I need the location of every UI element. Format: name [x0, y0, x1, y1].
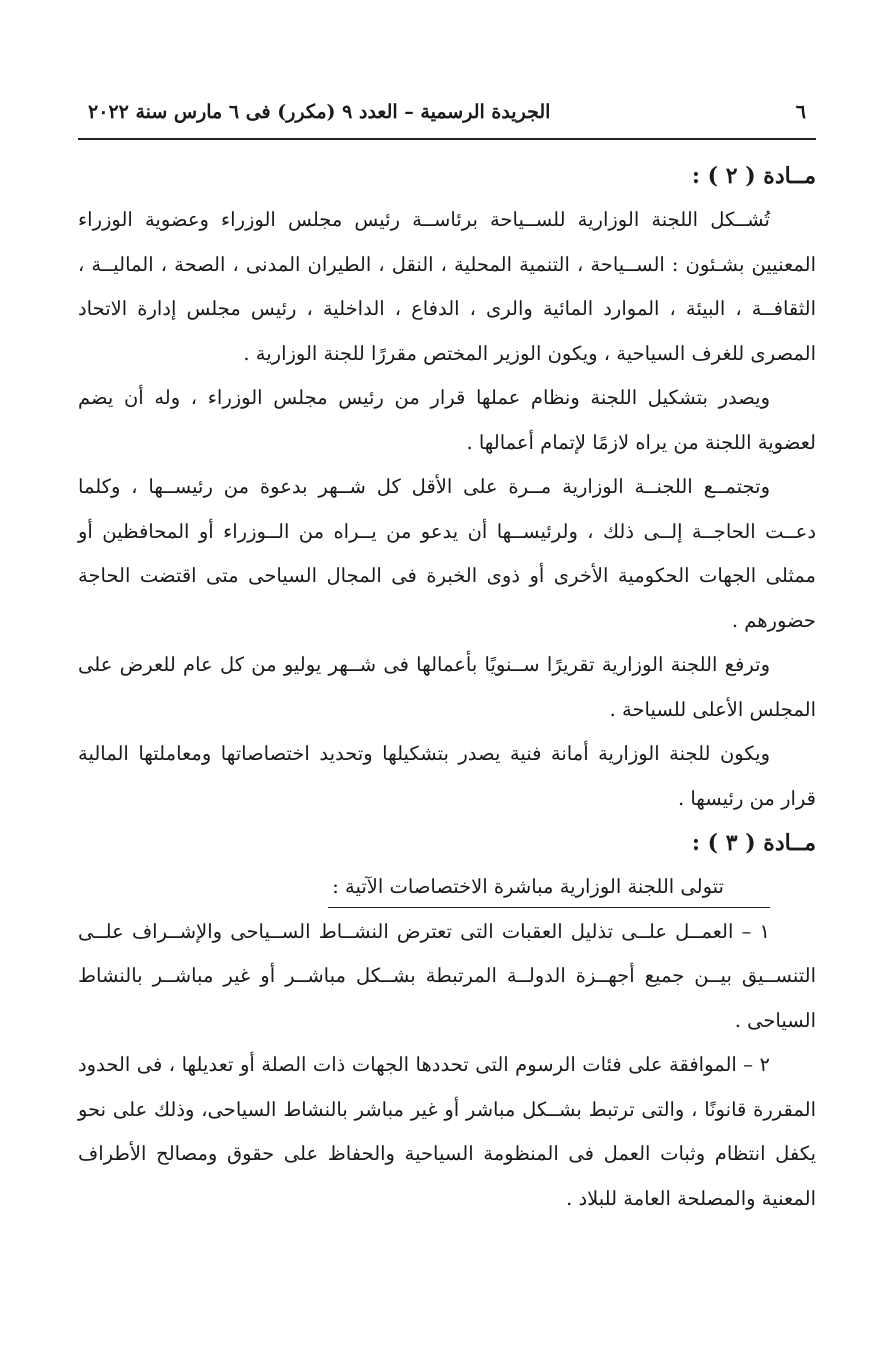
page-header [78, 92, 816, 140]
article-2-paragraph-2: ويصدر بتشكيل اللجنة ونظام عملها قرار من رئيس مجلس الوزراء ، وله أن يضم لعضوية اللجنة من يراه لازمًا لإتمام أعمالها . [78, 386, 816, 454]
article-3-intro: تتولى اللجنة الوزارية مباشرة الاختصاصات الآتية : [328, 867, 770, 908]
page-body [78, 154, 816, 1221]
article-2-heading: مــادة ( ٢ ) : [691, 163, 816, 189]
article-2-paragraph-4: وترفع اللجنة الوزارية تقريرًا ســنويًا بأعمالها فى شــهر يوليو من كل عام للعرض على المجلس الأعلى للسياحة . [78, 653, 816, 721]
article-2-paragraph-5: ويكون للجنة الوزارية أمانة فنية يصدر بتشكيلها وتحديد اختصاصاتها ومعاملتها المالية قرار من رئيسها . [78, 742, 816, 810]
article-2-paragraph-1: تُشــكل اللجنة الوزارية للســياحة برئاســة رئيس مجلس الوزراء وعضوية الوزراء المعنيين بشـئون : الســياحة ، التنمية المحلية ، النقل ، الطيران المدنى ، الصحة ، الماليــة ، الثقافــة ، البيئة ، الموارد المائية والرى ، الدفاع ، الداخلية ، رئيس مجلس إدارة الاتحاد المصرى للغرف السياحية ، ويكون الوزير المختص مقررًا للجنة الوزارية . [78, 208, 816, 365]
page-number: ٦ [795, 101, 806, 123]
article-3-heading: مــادة ( ٣ ) : [691, 830, 816, 856]
gazette-page [78, 92, 816, 1221]
article-3-item-1: ١ – العمــل علــى تذليل العقبات التى تعترض النشــاط الســياحى والإشــراف علــى التنســيق بيــن جميع أجهــزة الدولــة المرتبطة بشــكل مباشــر أو غير مباشــر بالنشاط السياحى . [78, 919, 816, 1032]
article-3-intro-line [78, 865, 816, 910]
gazette-title: الجريدة الرسمية – العدد ٩ (مكرر) فى ٦ مارس سنة ٢٠٢٢ [88, 101, 551, 123]
article-3-item-2: ٢ – الموافقة على فئات الرسوم التى تحددها الجهات ذات الصلة أو تعديلها ، فى الحدود المقررة قانونًا ، والتى ترتبط بشــكل مباشر أو غير مباشر بالنشاط السياحى، وذلك على نحو يكفل انتظام وثبات العمل فى المنظومة السياحية والحفاظ على حقوق ومصالح الأطراف المعنية والمصلحة العامة للبلاد . [78, 1053, 816, 1210]
article-2-paragraph-3: وتجتمــع اللجنــة الوزارية مــرة على الأقل كل شــهر بدعوة من رئيســها ، وكلما دعــت الحاجــة إلــى ذلك ، ولرئيســها أن يدعو من يــراه من الــوزراء أو المحافظين أو ممثلى الجهات الحكومية الأخرى أو ذوى الخبرة فى المجال السياحى متى اقتضت الحاجة حضورهم . [78, 475, 816, 632]
